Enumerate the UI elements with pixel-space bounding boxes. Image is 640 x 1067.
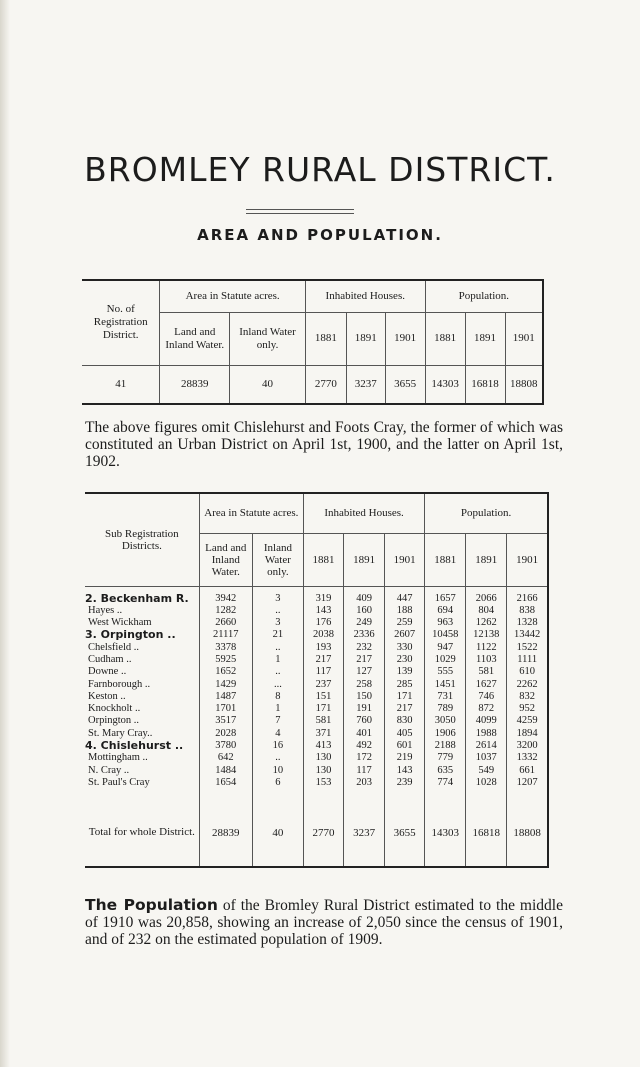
cell-houses-1881: 413: [303, 740, 343, 752]
cell-pop-1901: 832: [507, 691, 548, 703]
cell-pop-1901: 610: [507, 666, 548, 678]
cell-pop-1881: 1029: [425, 654, 466, 666]
cell-houses-1901: 405: [385, 728, 425, 740]
header-pop-1891: 1891: [465, 312, 505, 365]
cell-land-water: 3517: [199, 715, 252, 727]
cell-pop-1891: 1028: [466, 777, 507, 789]
cell-houses-1891: 409: [344, 593, 385, 605]
cell-houses-1881: 371: [303, 728, 343, 740]
row-district-name: 3. Orpington ..: [85, 628, 176, 642]
cell-houses-1881: 130: [303, 752, 343, 764]
cell-houses-1881: 237: [303, 679, 343, 691]
cell-houses-1891: 249: [344, 617, 385, 629]
cell-houses-1901: 219: [385, 752, 425, 764]
row-district-name: Cudham ..: [88, 653, 132, 665]
header-land-water: Land and Inland Water.: [199, 533, 252, 586]
cell-houses-1901: 3655: [385, 365, 425, 404]
cell-houses-1881: 143: [303, 605, 343, 617]
cell-land-water: 21117: [199, 629, 252, 641]
title-rule-upper: [246, 209, 354, 210]
header-area: Area in Statute acres.: [160, 280, 306, 312]
cell-pop-1891: 1103: [466, 654, 507, 666]
cell-pop-1881: 1657: [425, 593, 466, 605]
cell-pop-1881: 10458: [425, 629, 466, 641]
row-district-name: 4. Chislehurst ..: [85, 739, 184, 753]
cell-inland-water: ..: [252, 752, 303, 764]
cell-houses-1891: 258: [344, 679, 385, 691]
cell-pop-1891: 549: [466, 765, 507, 777]
header-population: Population.: [425, 493, 548, 533]
header-houses-1881: 1881: [303, 533, 343, 586]
table-row: [85, 666, 548, 678]
cell-land-water: 642: [199, 752, 252, 764]
table-row: [85, 629, 548, 641]
row-district-name: 2. Beckenham R.: [85, 591, 189, 605]
cell-pop-1881: 2188: [425, 740, 466, 752]
cell-pop-1901: 4259: [507, 715, 548, 727]
cell-pop-1891: 581: [466, 666, 507, 678]
row-district-name: West Wickham: [88, 617, 152, 629]
cell-land-water: 1652: [199, 666, 252, 678]
cell-houses-1901: 230: [385, 654, 425, 666]
cell-houses-1901: 188: [385, 605, 425, 617]
cell-land-water: 2660: [199, 617, 252, 629]
row-district-name: Knockholt ..: [88, 703, 141, 715]
cell-inland-water: 1: [252, 703, 303, 715]
table-row: [85, 740, 548, 752]
cell-houses-1901: 259: [385, 617, 425, 629]
cell-houses-1901: 239: [385, 777, 425, 789]
header-houses-1891: 1891: [344, 533, 385, 586]
total-houses-1881: 2770: [303, 789, 343, 843]
page-title: BROMLEY RURAL DISTRICT.: [84, 150, 556, 189]
cell-pop-1891: 16818: [465, 365, 505, 404]
cell-houses-1891: 160: [344, 605, 385, 617]
cell-land-water: 1484: [199, 765, 252, 777]
cell-land-water: 1654: [199, 777, 252, 789]
row-district-name: St. Paul's Cray: [88, 776, 150, 788]
cell-land-water: 1429: [199, 679, 252, 691]
table-row: [85, 691, 548, 703]
cell-houses-1881: 171: [303, 703, 343, 715]
table-row: [85, 752, 548, 764]
cell-pop-1891: 4099: [466, 715, 507, 727]
row-district-name: Keston ..: [88, 690, 126, 702]
cell-pop-1901: 1111: [507, 654, 548, 666]
page-subtitle: AREA AND POPULATION.: [197, 226, 443, 244]
cell-houses-1901: 330: [385, 642, 425, 654]
cell-pop-1901: 838: [507, 605, 548, 617]
cell-pop-1891: 12138: [466, 629, 507, 641]
header-sub-districts: Sub Registration Districts.: [85, 493, 199, 586]
header-inland-water: Inland Water only.: [230, 312, 306, 365]
header-pop-1901: 1901: [507, 533, 548, 586]
cell-inland-water: 21: [252, 629, 303, 641]
cell-houses-1891: 760: [344, 715, 385, 727]
table-row: [85, 605, 548, 617]
cell-pop-1881: 779: [425, 752, 466, 764]
cell-pop-1891: 2066: [466, 593, 507, 605]
cell-pop-1891: 1122: [466, 642, 507, 654]
population-text: of the Bromley Rural District estimated to the middle of 1910 was 20,858, showing an increase of 2,050 since the census of 1901, and of 232 on the estimated population of 1909.: [85, 897, 563, 948]
cell-houses-1901: 139: [385, 666, 425, 678]
cell-houses-1891: 127: [344, 666, 385, 678]
row-district-name: Orpington ..: [88, 715, 140, 727]
cell-houses-1881: 117: [303, 666, 343, 678]
cell-land-water: 28839: [160, 365, 230, 404]
cell-pop-1901: 13442: [507, 629, 548, 641]
row-district-name: Farnborough ..: [88, 678, 151, 690]
cell-houses-1881: 153: [303, 777, 343, 789]
cell-inland-water: 7: [252, 715, 303, 727]
header-inhabited-houses: Inhabited Houses.: [303, 493, 424, 533]
header-registration-district: No. of Registration District.: [82, 280, 160, 365]
cell-pop-1901: 1332: [507, 752, 548, 764]
header-pop-1881: 1881: [425, 533, 466, 586]
header-population: Population.: [425, 280, 543, 312]
cell-pop-1881: 635: [425, 765, 466, 777]
cell-houses-1891: 191: [344, 703, 385, 715]
total-houses-1891: 3237: [344, 789, 385, 843]
cell-pop-1901: 661: [507, 765, 548, 777]
header-houses-1891: 1891: [346, 312, 385, 365]
cell-land-water: 1282: [199, 605, 252, 617]
cell-pop-1881: 789: [425, 703, 466, 715]
cell-pop-1901: 2166: [507, 593, 548, 605]
cell-houses-1901: 285: [385, 679, 425, 691]
header-houses-1901: 1901: [385, 533, 425, 586]
header-houses-1901: 1901: [385, 312, 425, 365]
cell-houses-1891: 3237: [346, 365, 385, 404]
cell-inland-water: 3: [252, 593, 303, 605]
cell-houses-1881: 2038: [303, 629, 343, 641]
total-land-water: 28839: [199, 789, 252, 843]
cell-houses-1891: 172: [344, 752, 385, 764]
cell-houses-1881: 319: [303, 593, 343, 605]
cell-land-water: 3378: [199, 642, 252, 654]
row-district-name: Hayes ..: [88, 604, 123, 616]
cell-land-water: 2028: [199, 728, 252, 740]
header-pop-1901: 1901: [505, 312, 543, 365]
cell-houses-1881: 151: [303, 691, 343, 703]
cell-houses-1891: 232: [344, 642, 385, 654]
cell-houses-1901: 447: [385, 593, 425, 605]
cell-pop-1891: 1627: [466, 679, 507, 691]
total-houses-1901: 3655: [385, 789, 425, 843]
cell-houses-1901: 601: [385, 740, 425, 752]
cell-inland-water: ..: [252, 666, 303, 678]
cell-pop-1891: 804: [466, 605, 507, 617]
table-row: [85, 593, 548, 605]
cell-houses-1891: 2336: [344, 629, 385, 641]
cell-inland-water: ..: [252, 605, 303, 617]
cell-land-water: 5925: [199, 654, 252, 666]
header-houses-1881: 1881: [305, 312, 346, 365]
cell-inland-water: ..: [252, 642, 303, 654]
cell-pop-1891: 1988: [466, 728, 507, 740]
cell-inland-water: ...: [252, 679, 303, 691]
cell-pop-1901: 952: [507, 703, 548, 715]
header-area: Area in Statute acres.: [199, 493, 303, 533]
cell-pop-1881: 555: [425, 666, 466, 678]
cell-pop-1881: 947: [425, 642, 466, 654]
header-pop-1881: 1881: [425, 312, 465, 365]
cell-houses-1891: 150: [344, 691, 385, 703]
row-district-name: N. Cray ..: [88, 764, 130, 776]
cell-inland-water: 8: [252, 691, 303, 703]
cell-houses-1881: 130: [303, 765, 343, 777]
cell-houses-1901: 217: [385, 703, 425, 715]
registration-district-table: [82, 279, 544, 405]
cell-houses-1891: 217: [344, 654, 385, 666]
cell-houses-1881: 2770: [305, 365, 346, 404]
row-district-name: Mottingham ..: [88, 752, 148, 764]
cell-inland-water: 4: [252, 728, 303, 740]
cell-houses-1891: 203: [344, 777, 385, 789]
cell-pop-1901: 1207: [507, 777, 548, 789]
cell-houses-1891: 492: [344, 740, 385, 752]
cell-houses-1881: 581: [303, 715, 343, 727]
cell-inland-water: 3: [252, 617, 303, 629]
cell-pop-1901: 1894: [507, 728, 548, 740]
cell-pop-1881: 694: [425, 605, 466, 617]
header-land-water: Land and Inland Water.: [160, 312, 230, 365]
cell-houses-1901: 143: [385, 765, 425, 777]
cell-district-number: 41: [115, 377, 127, 390]
cell-pop-1891: 872: [466, 703, 507, 715]
total-pop-1891: 16818: [466, 789, 507, 843]
sub-districts-table: [85, 492, 549, 868]
cell-pop-1891: 2614: [466, 740, 507, 752]
cell-pop-1901: 1522: [507, 642, 548, 654]
cell-houses-1891: 117: [344, 765, 385, 777]
row-district-name: Downe ..: [88, 666, 127, 678]
cell-pop-1901: 1328: [507, 617, 548, 629]
cell-pop-1891: 746: [466, 691, 507, 703]
cell-pop-1881: 1451: [425, 679, 466, 691]
total-pop-1881: 14303: [425, 789, 466, 843]
table-row: [85, 715, 548, 727]
cell-pop-1901: 2262: [507, 679, 548, 691]
cell-inland-water: 40: [230, 365, 306, 404]
cell-land-water: 1701: [199, 703, 252, 715]
cell-pop-1881: 3050: [425, 715, 466, 727]
row-district-name: Chelsfield ..: [88, 641, 140, 653]
header-pop-1891: 1891: [466, 533, 507, 586]
title-rule-lower: [246, 213, 354, 214]
cell-inland-water: 6: [252, 777, 303, 789]
cell-land-water: 3780: [199, 740, 252, 752]
cell-pop-1881: 14303: [425, 365, 465, 404]
cell-pop-1881: 774: [425, 777, 466, 789]
cell-pop-1901: 18808: [505, 365, 543, 404]
cell-houses-1891: 401: [344, 728, 385, 740]
row-district-name: St. Mary Cray..: [88, 727, 153, 739]
cell-pop-1881: 1906: [425, 728, 466, 740]
table-row: [85, 703, 548, 715]
cell-land-water: 3942: [199, 593, 252, 605]
header-inhabited-houses: Inhabited Houses.: [305, 280, 425, 312]
total-pop-1901: 18808: [507, 789, 548, 843]
cell-pop-1891: 1262: [466, 617, 507, 629]
population-estimate-paragraph: [85, 897, 563, 948]
header-inland-water: Inland Water only.: [252, 533, 303, 586]
cell-houses-1881: 176: [303, 617, 343, 629]
cell-inland-water: 1: [252, 654, 303, 666]
total-label: Total for whole District.: [88, 826, 195, 839]
cell-houses-1901: 171: [385, 691, 425, 703]
cell-land-water: 1487: [199, 691, 252, 703]
total-inland-water: 40: [252, 789, 303, 843]
cell-pop-1891: 1037: [466, 752, 507, 764]
table-row: [85, 679, 548, 691]
cell-houses-1901: 830: [385, 715, 425, 727]
table-row: [85, 765, 548, 777]
population-lead: The Population: [85, 896, 218, 914]
omission-note: The above figures omit Chislehurst and Foots Cray, the former of which was constituted an Urban District on April 1st, 1900, and the latter on April 1st, 1902.: [85, 419, 563, 470]
cell-pop-1901: 3200: [507, 740, 548, 752]
cell-houses-1901: 2607: [385, 629, 425, 641]
cell-inland-water: 16: [252, 740, 303, 752]
cell-houses-1881: 193: [303, 642, 343, 654]
cell-houses-1881: 217: [303, 654, 343, 666]
table-row: [85, 654, 548, 666]
table-row: [85, 642, 548, 654]
cell-inland-water: 10: [252, 765, 303, 777]
cell-pop-1881: 963: [425, 617, 466, 629]
table-row: [85, 777, 548, 789]
cell-pop-1881: 731: [425, 691, 466, 703]
